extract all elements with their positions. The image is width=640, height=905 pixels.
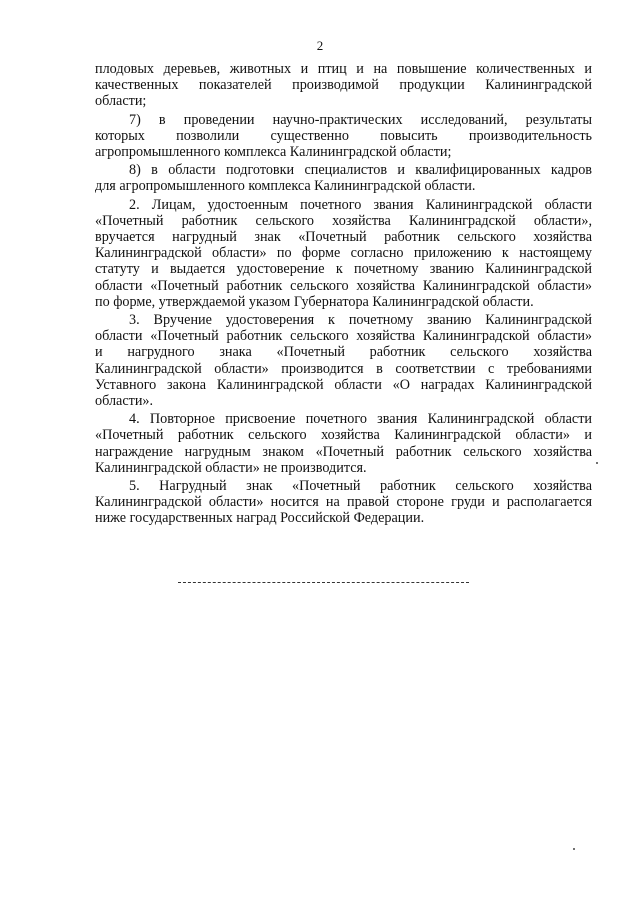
text-line: плодовых деревьев, животных и птиц и на повышение количественных и [95, 61, 592, 77]
text-line: Калининградской области» по форме согласно приложению к настоящему [95, 245, 592, 262]
text-line: 7) в проведении научно-практических исследований, результаты [129, 111, 592, 128]
paragraph [95, 162, 592, 194]
text-line: качественных показателей производимой продукции Калининградской [95, 77, 592, 94]
paragraph [95, 112, 592, 161]
text-line: ниже государственных наград Российской Федерации. [95, 510, 425, 527]
text-line: награждение нагрудным знаком «Почетный работник сельского хозяйства [95, 443, 592, 460]
text-line: Калининградской области» производится в соответствии с требованиями [95, 360, 592, 377]
text-line: и нагрудного знака «Почетный работник сельского хозяйства [95, 344, 592, 361]
text-line: 3. Вручение удостоверения к почетному званию Калининградской [129, 312, 592, 329]
text-line: Уставного закона Калининградской области «О наградах Калининградской [95, 376, 592, 393]
document-body [95, 61, 592, 527]
text-line: области «Почетный работник сельского хозяйства Калининградской области» [95, 328, 592, 345]
text-line: области». [95, 393, 154, 410]
text-line: области; [95, 93, 147, 110]
page-number: 2 [316, 38, 324, 53]
text-line: 8) в области подготовки специалистов и квалифицированных кадров [129, 162, 592, 179]
paragraph [95, 312, 592, 409]
text-line: «Почетный работник сельского хозяйства Калининградской области» и [95, 427, 592, 444]
text-line: которых позволили существенно повысить производительность [95, 127, 592, 144]
text-line: «Почетный работник сельского хозяйства Калининградской области», [95, 212, 592, 229]
scan-speck [596, 462, 598, 464]
paragraph [95, 61, 592, 110]
paragraph [95, 478, 592, 527]
text-line: области «Почетный работник сельского хозяйства Калининградской области» [95, 277, 592, 294]
paragraph [95, 411, 592, 476]
text-line: статуту и выдается удостоверение к почетному званию Калининградской [95, 261, 592, 278]
text-line: Калининградской области» носится на правой стороне груди и располагается [95, 494, 592, 511]
scan-speck [573, 848, 575, 850]
text-line: вручается нагрудный знак «Почетный работник сельского хозяйства [95, 229, 592, 246]
text-line: по форме, утверждаемой указом Губернатора Калининградской области. [95, 293, 534, 310]
text-line: агропромышленного комплекса Калининградской области; [95, 144, 452, 161]
paragraph [95, 197, 592, 310]
end-separator-line [178, 582, 469, 583]
text-line: Калининградской области» не производится. [95, 459, 367, 476]
text-line: для агропромышленного комплекса Калининградской области. [95, 178, 476, 195]
text-line: 2. Лицам, удостоенным почетного звания Калининградской области [129, 196, 592, 213]
text-line: 4. Повторное присвоение почетного звания Калининградской области [129, 411, 592, 428]
text-line: 5. Нагрудный знак «Почетный работник сельского хозяйства [129, 478, 592, 495]
